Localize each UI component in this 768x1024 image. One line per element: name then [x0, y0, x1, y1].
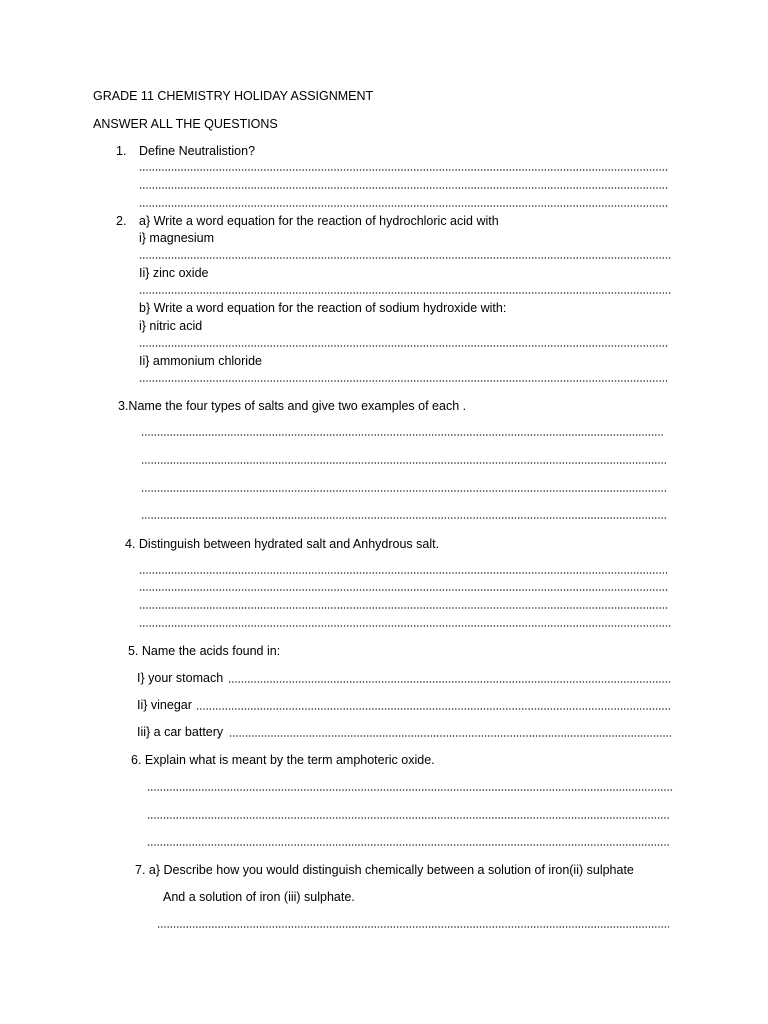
- question-2b-i: i} nitric acid: [139, 319, 203, 333]
- answer-line: [141, 434, 663, 436]
- answer-line: [196, 708, 671, 710]
- answer-line: [139, 187, 669, 189]
- answer-line: [139, 589, 669, 591]
- answer-line: [139, 625, 671, 627]
- answer-line: [139, 572, 669, 574]
- answer-line: [141, 490, 667, 492]
- question-2a-ii: Ii} zinc oxide: [139, 266, 209, 280]
- question-6-text: 6. Explain what is meant by the term amphoteric oxide.: [131, 753, 435, 767]
- answer-line: [141, 462, 667, 464]
- answer-line: [139, 169, 669, 171]
- answer-line: [141, 517, 667, 519]
- answer-line: [139, 292, 671, 294]
- question-2a-text: a} Write a word equation for the reaction of hydrochloric acid with: [139, 214, 499, 228]
- question-1-text: Define Neutralistion?: [139, 144, 256, 158]
- question-4-text: 4. Distinguish between hydrated salt and Anhydrous salt.: [125, 537, 440, 551]
- answer-line: [147, 789, 673, 791]
- page-title: GRADE 11 CHEMISTRY HOLIDAY ASSIGNMENT: [93, 89, 374, 103]
- answer-line: [228, 681, 671, 683]
- answer-line: [147, 844, 669, 846]
- question-1-number: 1.: [116, 144, 127, 158]
- question-5-i: I} your stomach: [137, 671, 224, 685]
- question-7-line-1: 7. a} Describe how you would distinguish chemically between a solution of iron(ii) sulphate: [135, 863, 634, 877]
- answer-line: [139, 607, 669, 609]
- instructions: ANSWER ALL THE QUESTIONS: [93, 117, 278, 131]
- question-2b-text: b} Write a word equation for the reaction of sodium hydroxide with:: [139, 301, 507, 315]
- question-2-number: 2.: [116, 214, 127, 228]
- answer-line: [157, 926, 669, 928]
- question-5-iii: Iii} a car battery: [137, 725, 224, 739]
- answer-line: [139, 257, 671, 259]
- answer-line: [139, 205, 669, 207]
- question-2a-i: i} magnesium: [139, 231, 215, 245]
- question-5-text: 5. Name the acids found in:: [128, 644, 281, 658]
- question-2b-ii: Ii} ammonium chloride: [139, 354, 262, 368]
- answer-line: [229, 735, 671, 737]
- question-5-ii: Ii} vinegar: [137, 698, 192, 712]
- answer-line: [139, 380, 669, 382]
- answer-line: [139, 345, 669, 347]
- answer-line: [147, 817, 669, 819]
- question-3-text: 3.Name the four types of salts and give two examples of each .: [118, 399, 467, 413]
- question-7-line-2: And a solution of iron (iii) sulphate.: [163, 890, 355, 904]
